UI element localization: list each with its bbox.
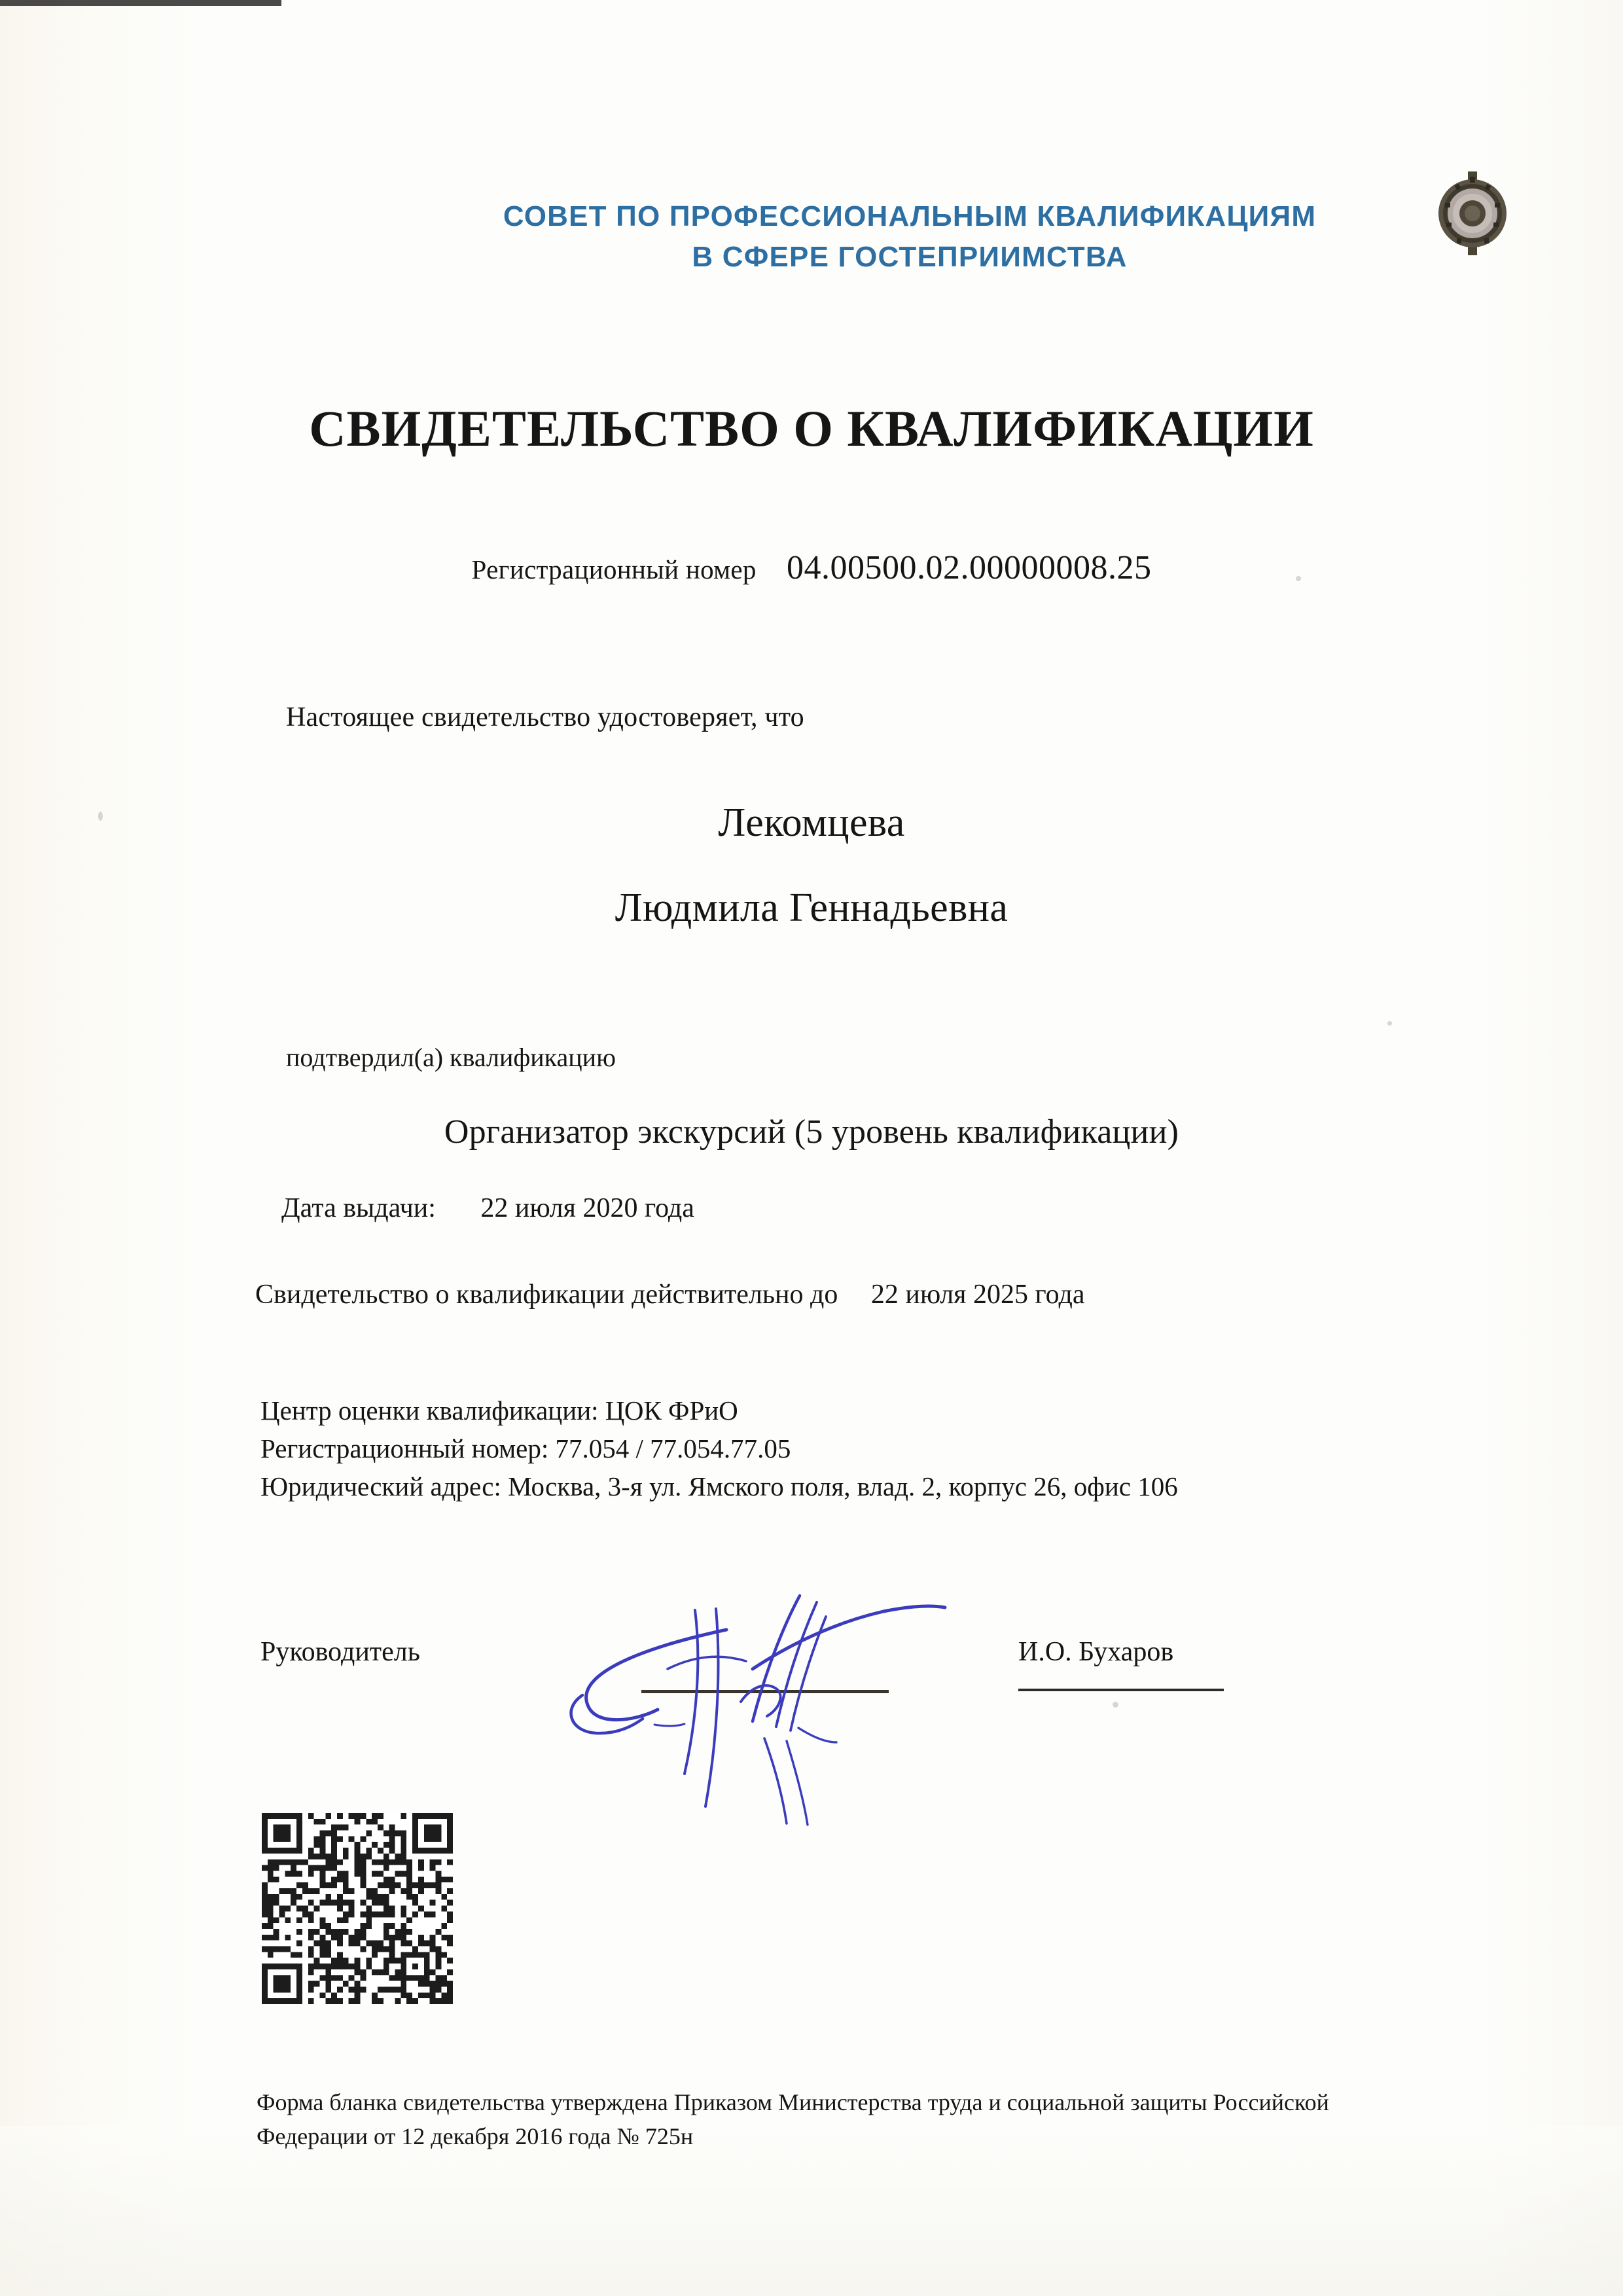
handwritten-signature (556, 1590, 962, 1826)
signature-underline (641, 1690, 889, 1693)
registration-number-row (157, 548, 1466, 587)
organization-header-line2: В СФЕРЕ ГОСТЕПРИИМСТВА (692, 241, 1128, 274)
validity-row (255, 1279, 1084, 1310)
assessment-center-registration: Регистрационный номер: 77.054 / 77.054.77.05 (260, 1433, 791, 1464)
issue-date-label: Дата выдачи: (281, 1193, 436, 1223)
validity-value: 22 июля 2025 года (870, 1280, 1085, 1310)
scan-top-edge (0, 0, 281, 6)
recipient-given-name: Людмила Геннадьевна (615, 886, 1008, 930)
footer-line2: Федерации от 12 декабря 2016 года № 725н (257, 2123, 694, 2150)
issue-date-row (281, 1193, 694, 1224)
qualification-value: Организатор экскурсий (5 уровень квалификации) (444, 1113, 1179, 1151)
scan-speck (1387, 1021, 1392, 1026)
signatory-name-underline (1018, 1689, 1224, 1691)
registration-number-label: Регистрационный номер (471, 554, 757, 584)
scan-speck (1113, 1702, 1118, 1708)
assessment-center-name: Центр оценки квалификации: ЦОК ФРиО (260, 1395, 738, 1426)
registration-number-value: 04.00500.02.00000008.25 (786, 549, 1152, 586)
signature-role-label: Руководитель (260, 1637, 420, 1667)
issue-date-value: 22 июля 2020 года (480, 1193, 694, 1223)
scan-right-edge-tint (1479, 0, 1623, 2296)
confirmed-qualification-label: подтвердил(а) квалификацию (286, 1043, 616, 1072)
attests-text: Настоящее свидетельство удостоверяет, что (286, 702, 804, 732)
qr-code[interactable] (262, 1813, 453, 2004)
signatory-name: И.О. Бухаров (1018, 1637, 1174, 1667)
footer-note (257, 2085, 1513, 2153)
footer-line1: Форма бланка свидетельства утверждена Приказом Министерства труда и социальной защиты Российской (257, 2089, 1329, 2115)
scan-speck (98, 812, 103, 821)
organization-header (406, 196, 1414, 278)
assessment-center-block (260, 1391, 1178, 1506)
validity-label: Свидетельство о квалификации действительно до (255, 1280, 838, 1310)
assessment-center-address: Юридический адрес: Москва, 3-я ул. Ямского поля, влад. 2, корпус 26, офис 106 (260, 1471, 1178, 1502)
emblem-seal-icon (1437, 171, 1508, 257)
organization-header-line1: СОВЕТ ПО ПРОФЕССИОНАЛЬНЫМ КВАЛИФИКАЦИЯМ (503, 200, 1317, 232)
recipient-surname: Лекомцева (718, 800, 905, 845)
document-title: СВИДЕТЕЛЬСТВО О КВАЛИФИКАЦИИ (309, 400, 1314, 457)
